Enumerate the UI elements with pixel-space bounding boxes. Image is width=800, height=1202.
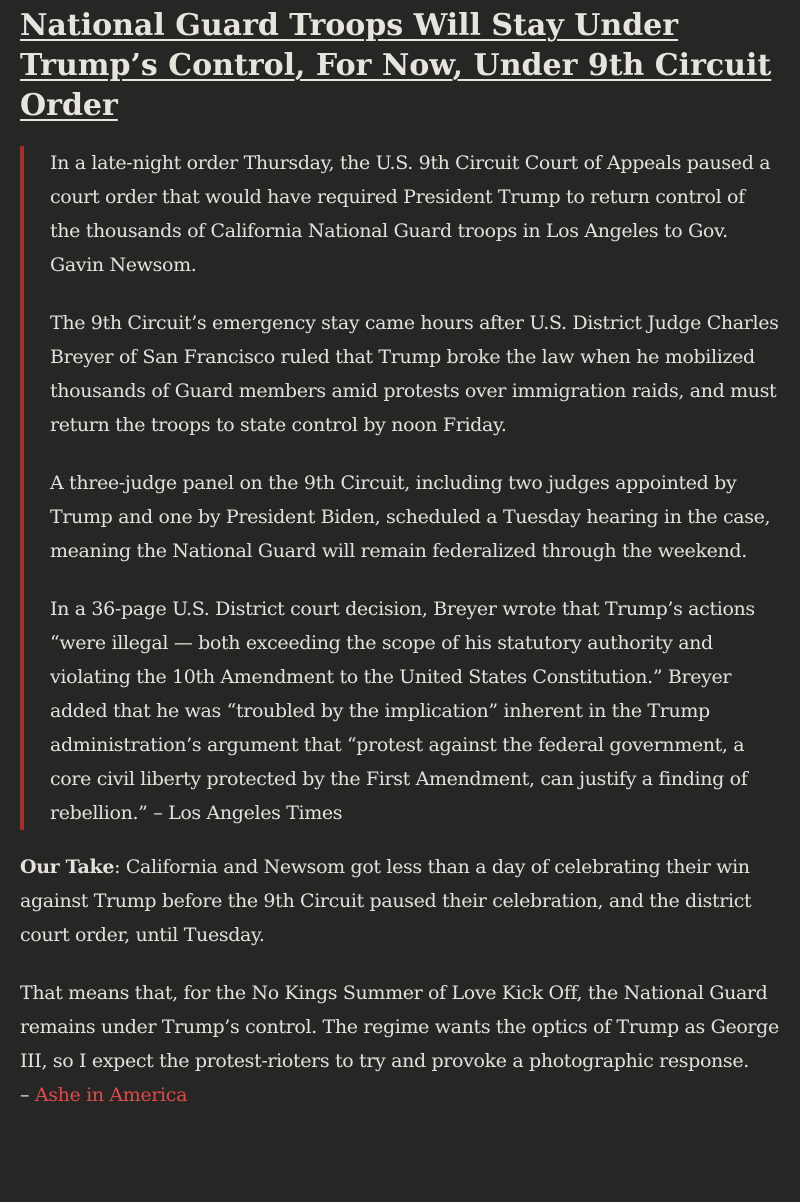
our-take-label: Our Take [20, 856, 115, 878]
quote-paragraph-4: In a 36-page U.S. District court decision, Breyer wrote that Trump’s actions “were illegal — both exceeding the scope of his statutory authority and violating the 10th Amendment to the United States Constitution.” Breyer added that he was “troubled by the implication” inherent in the Trump administration’s argument that “protest against the federal government, a core civil liberty protected by the First Amendment, can justify a finding of rebellion.” – Los Angeles Times [50, 598, 755, 824]
article-title-link[interactable]: National Guard Troops Will Stay Under Trump’s Control, For Now, Under 9th Circuit Order [20, 8, 772, 123]
article-title [20, 6, 780, 126]
quote-paragraph-1: In a late-night order Thursday, the U.S. 9th Circuit Court of Appeals paused a court order that would have required President Trump to return control of the thousands of California National Guard troops in Los Angeles to Gov. Gavin Newsom. [50, 152, 771, 276]
article-blockquote [20, 146, 780, 830]
closing-text: That means that, for the No Kings Summer of Love Kick Off, the National Guard remains under Trump’s control. The regime wants the optics of Trump as George III, so I expect the protest-rioters to try and provoke a photographic response. [20, 982, 779, 1072]
quote-paragraph-3: A three-judge panel on the 9th Circuit, including two judges appointed by Trump and one by President Biden, scheduled a Tuesday hearing in the case, meaning the National Guard will remain federalized through the weekend. [50, 472, 771, 562]
our-take-text: : California and Newsom got less than a day of celebrating their win against Trump before the 9th Circuit paused their celebration, and the district court order, until Tuesday. [20, 856, 752, 946]
source-credit-link[interactable]: Ashe in America [34, 1084, 188, 1106]
credit-dash: – [20, 1084, 35, 1106]
closing-paragraph [20, 976, 780, 1112]
our-take-paragraph [20, 850, 780, 952]
quote-paragraph-2: The 9th Circuit’s emergency stay came hours after U.S. District Judge Charles Breyer of San Francisco ruled that Trump broke the law when he mobilized thousands of Guard members amid protests over immigration raids, and must return the troops to state control by noon Friday. [50, 312, 779, 436]
